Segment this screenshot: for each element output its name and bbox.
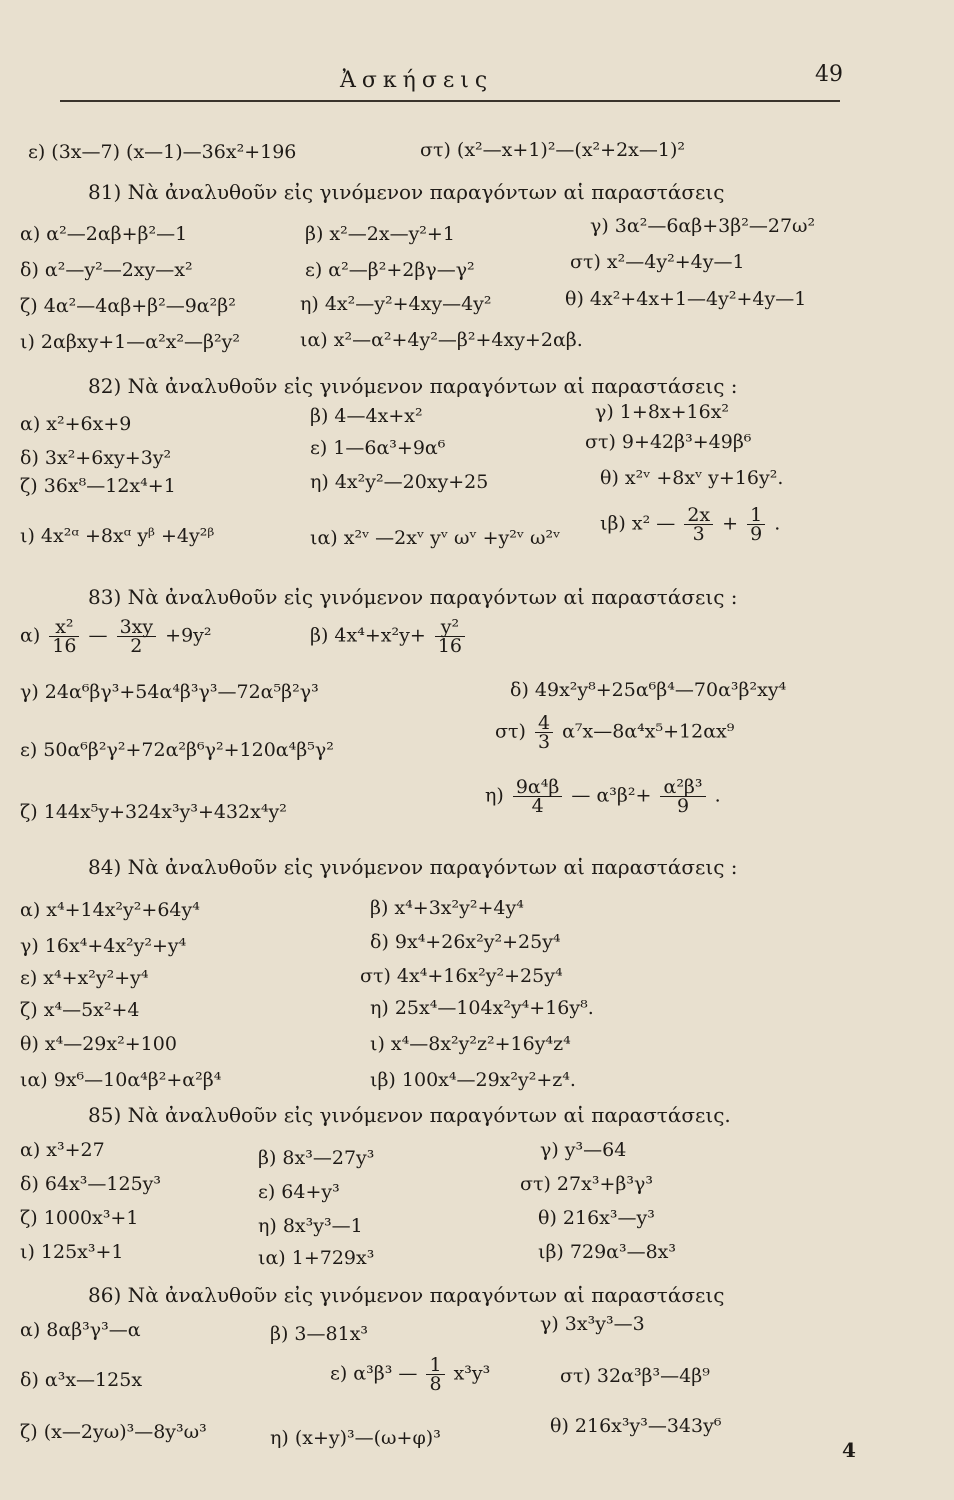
exercise-86-item-e xyxy=(330,1356,490,1393)
fraction-denominator: 3 xyxy=(537,731,551,753)
exercise-84-item: ε) x⁴+x²y²+y⁴ xyxy=(20,967,149,989)
exercise-83-item-e: ε) 50α⁶β²γ²+72α²β⁶γ²+120α⁴β⁵γ² xyxy=(20,739,334,761)
exercise-83-item-h xyxy=(485,778,721,815)
exercise-81-item: θ) 4x²+4x+1—4y²+4y—1 xyxy=(565,288,807,310)
fraction-x2-16 xyxy=(49,618,79,655)
fraction-numerator: x² xyxy=(49,618,79,637)
expression-tail: x³y³ xyxy=(453,1362,491,1385)
fraction-2x-3 xyxy=(684,506,713,543)
exercise-81-item: ι) 2αβxy+1—α²x²—β²y² xyxy=(20,331,240,353)
exercise-85-item: δ) 64x³—125y³ xyxy=(20,1173,162,1195)
exercise-84-item: ι) x⁴—8x²y²z²+16y⁴z⁴ xyxy=(370,1033,571,1055)
fraction-denominator: 9 xyxy=(676,795,690,817)
corner-mark: 4 xyxy=(842,1438,856,1462)
exercise-81-item: ζ) 4α²—4αβ+β²—9α²β² xyxy=(20,295,236,317)
exercise-85-title: 85) Νὰ ἀναλυθοῦν εἰς γινόμενον παραγόντων αἱ παραστάσεις. xyxy=(88,1103,731,1127)
exercise-86-item-h: η) (x+y)³—(ω+φ)³ xyxy=(270,1427,441,1449)
exercise-81-item: ια) x²—α²+4y²—β²+4xy+2αβ. xyxy=(300,329,583,351)
exercise-80st: στ) (x²—x+1)²—(x²+2x—1)² xyxy=(420,139,686,161)
fraction-denominator: 4 xyxy=(531,795,544,817)
page-number: 49 xyxy=(815,62,843,87)
fraction-a2b3-9 xyxy=(660,778,705,815)
exercise-82-item: β) 4—4x+x² xyxy=(310,405,423,427)
expression-tail: α⁷x—8α⁴x⁵+12αx⁹ xyxy=(562,720,735,743)
fraction-numerator: 2x xyxy=(684,506,713,525)
exercise-86-item-st: στ) 32α³β³—4β⁹ xyxy=(560,1365,710,1387)
exercise-86-item-z: ζ) (x—2yω)³—8y³ω³ xyxy=(20,1421,207,1443)
exercise-83-item-z: ζ) 144x⁵y+324x³y³+432x⁴y² xyxy=(20,801,287,823)
exercise-81-item: γ) 3α²—6αβ+3β²—27ω² xyxy=(590,215,816,237)
fraction-4-3 xyxy=(535,714,553,751)
exercise-84-item: γ) 16x⁴+4x²y²+y⁴ xyxy=(20,935,187,957)
header-rule xyxy=(60,100,840,102)
exercise-85-item: γ) y³—64 xyxy=(540,1139,627,1161)
expression-middle: — α³β²+ xyxy=(571,784,652,807)
expression-tail: +9y² xyxy=(165,624,212,647)
exercise-81-item: β) x²—2x—y²+1 xyxy=(305,223,455,245)
fraction-numerator: 1 xyxy=(747,506,765,525)
minus-sign: — xyxy=(88,624,108,647)
exercise-80e: ε) (3x—7) (x—1)—36x²+196 xyxy=(28,141,297,163)
exercise-82-ib-head: ιβ) x² — xyxy=(600,512,676,535)
exercise-84-item: η) 25x⁴—104x²y⁴+16y⁸. xyxy=(370,997,594,1019)
fraction-numerator: 4 xyxy=(535,714,553,733)
exercise-83-item-a xyxy=(20,618,212,655)
running-header-title: Ἀσκήσεις xyxy=(340,68,494,93)
exercise-84-item: β) x⁴+3x²y²+4y⁴ xyxy=(370,897,524,919)
fraction-denominator: 16 xyxy=(437,635,462,657)
exercise-85-item: β) 8x³—27y³ xyxy=(258,1147,375,1169)
exercise-85-item: ε) 64+y³ xyxy=(258,1181,340,1203)
fraction-numerator: 1 xyxy=(426,1356,444,1375)
fraction-denominator: 8 xyxy=(429,1373,442,1395)
fraction-y2-16 xyxy=(435,618,465,655)
exercise-82-title: 82) Νὰ ἀναλυθοῦν εἰς γινόμενον παραγόντων αἱ παραστάσεις : xyxy=(88,374,738,398)
exercise-84-item: θ) x⁴—29x²+100 xyxy=(20,1033,177,1055)
exercise-82-item: η) 4x²y²—20xy+25 xyxy=(310,471,489,493)
fraction-numerator: 9α⁴β xyxy=(513,778,563,797)
exercise-82-item: ι) 4x²ᵅ +8xᵅ yᵝ +4y²ᵝ xyxy=(20,525,215,547)
exercise-86-item-a: α) 8αβ³γ³—α xyxy=(20,1319,141,1341)
exercise-85-item: η) 8x³y³—1 xyxy=(258,1215,363,1237)
exercise-82-item: ε) 1—6α³+9α⁶ xyxy=(310,437,446,459)
exercise-81-item: η) 4x²—y²+4xy—4y² xyxy=(300,293,492,315)
exercise-85-item: στ) 27x³+β³γ³ xyxy=(520,1173,653,1195)
exercise-86-item-g: γ) 3x³y³—3 xyxy=(540,1313,645,1335)
exercise-82-item: δ) 3x²+6xy+3y² xyxy=(20,447,172,469)
exercise-86-item-t: θ) 216x³y³—343y⁶ xyxy=(550,1415,722,1437)
item-label: α) xyxy=(20,624,41,647)
exercise-84-item: δ) 9x⁴+26x²y²+25y⁴ xyxy=(370,931,561,953)
exercise-82-item: α) x²+6x+9 xyxy=(20,413,132,435)
exercise-82-item: θ) x²ᵛ +8xᵛ y+16y². xyxy=(600,467,784,489)
exercise-83-item-d: δ) 49x²y⁸+25α⁶β⁴—70α³β²xy⁴ xyxy=(510,679,787,701)
expression-head: β) 4x⁴+x²y+ xyxy=(310,624,426,647)
exercise-85-item: ιβ) 729α³—8x³ xyxy=(538,1241,677,1263)
exercise-85-item: α) x³+27 xyxy=(20,1139,105,1161)
exercise-81-item: ε) α²—β²+2βγ—γ² xyxy=(305,259,475,281)
fraction-3xy-2 xyxy=(117,618,157,655)
period: . xyxy=(774,512,781,535)
exercise-84-item: ια) 9x⁶—10α⁴β²+α²β⁴ xyxy=(20,1069,222,1091)
fraction-1-8 xyxy=(426,1356,444,1393)
exercise-85-item: ια) 1+729x³ xyxy=(258,1247,375,1269)
exercise-82-item: στ) 9+42β³+49β⁶ xyxy=(585,431,752,453)
exercise-85-item: ι) 125x³+1 xyxy=(20,1241,124,1263)
period: . xyxy=(714,784,721,807)
fraction-denominator: 2 xyxy=(130,635,143,657)
exercise-86-title: 86) Νὰ ἀναλυθοῦν εἰς γινόμενον παραγόντων αἱ παραστάσεις xyxy=(88,1283,725,1307)
exercise-84-title: 84) Νὰ ἀναλυθοῦν εἰς γινόμενον παραγόντων αἱ παραστάσεις : xyxy=(88,855,738,879)
exercise-81-item: δ) α²—y²—2xy—x² xyxy=(20,259,193,281)
exercise-83-title: 83) Νὰ ἀναλυθοῦν εἰς γινόμενον παραγόντων αἱ παραστάσεις : xyxy=(88,585,738,609)
item-label: στ) xyxy=(495,720,526,743)
fraction-numerator: y² xyxy=(435,618,465,637)
fraction-1-9 xyxy=(747,506,765,543)
exercise-82-item: γ) 1+8x+16x² xyxy=(595,401,730,423)
exercise-85-item: ζ) 1000x³+1 xyxy=(20,1207,139,1229)
fraction-denominator: 9 xyxy=(750,523,763,545)
exercise-84-item: ζ) x⁴—5x²+4 xyxy=(20,999,140,1021)
exercise-84-item: στ) 4x⁴+16x²y²+25y⁴ xyxy=(360,965,563,987)
exercise-84-item: ιβ) 100x⁴—29x²y²+z⁴. xyxy=(370,1069,576,1091)
exercise-83-item-b xyxy=(310,618,468,655)
exercise-85-item: θ) 216x³—y³ xyxy=(538,1207,655,1229)
exercise-82-item-ib xyxy=(600,506,780,543)
expression-head: ε) α³β³ — xyxy=(330,1362,418,1385)
exercise-81-item: στ) x²—4y²+4y—1 xyxy=(570,251,745,273)
exercise-81-item: α) α²—2αβ+β²—1 xyxy=(20,223,188,245)
exercise-82-item: ζ) 36x⁸—12x⁴+1 xyxy=(20,475,176,497)
fraction-denominator: 3 xyxy=(692,523,705,545)
exercise-84-item: α) x⁴+14x²y²+64y⁴ xyxy=(20,899,200,921)
exercise-86-item-d: δ) α³x—125x xyxy=(20,1369,143,1391)
item-label: η) xyxy=(485,784,504,807)
exercise-83-item-st xyxy=(495,714,734,751)
fraction-numerator: α²β³ xyxy=(660,778,705,797)
fraction-denominator: 16 xyxy=(52,635,77,657)
exercise-86-item-b: β) 3—81x³ xyxy=(270,1323,369,1345)
plus-sign: + xyxy=(722,512,739,535)
exercise-83-item-g: γ) 24α⁶βγ³+54α⁴β³γ³—72α⁵β²γ³ xyxy=(20,681,319,703)
exercise-81-title: 81) Νὰ ἀναλυθοῦν εἰς γινόμενον παραγόντων αἱ παραστάσεις xyxy=(88,180,725,204)
fraction-numerator: 3xy xyxy=(117,618,157,637)
exercise-82-item: ια) x²ᵛ —2xᵛ yᵛ ωᵛ +y²ᵛ ω²ᵛ xyxy=(310,527,561,549)
fraction-9a4b-4 xyxy=(513,778,563,815)
